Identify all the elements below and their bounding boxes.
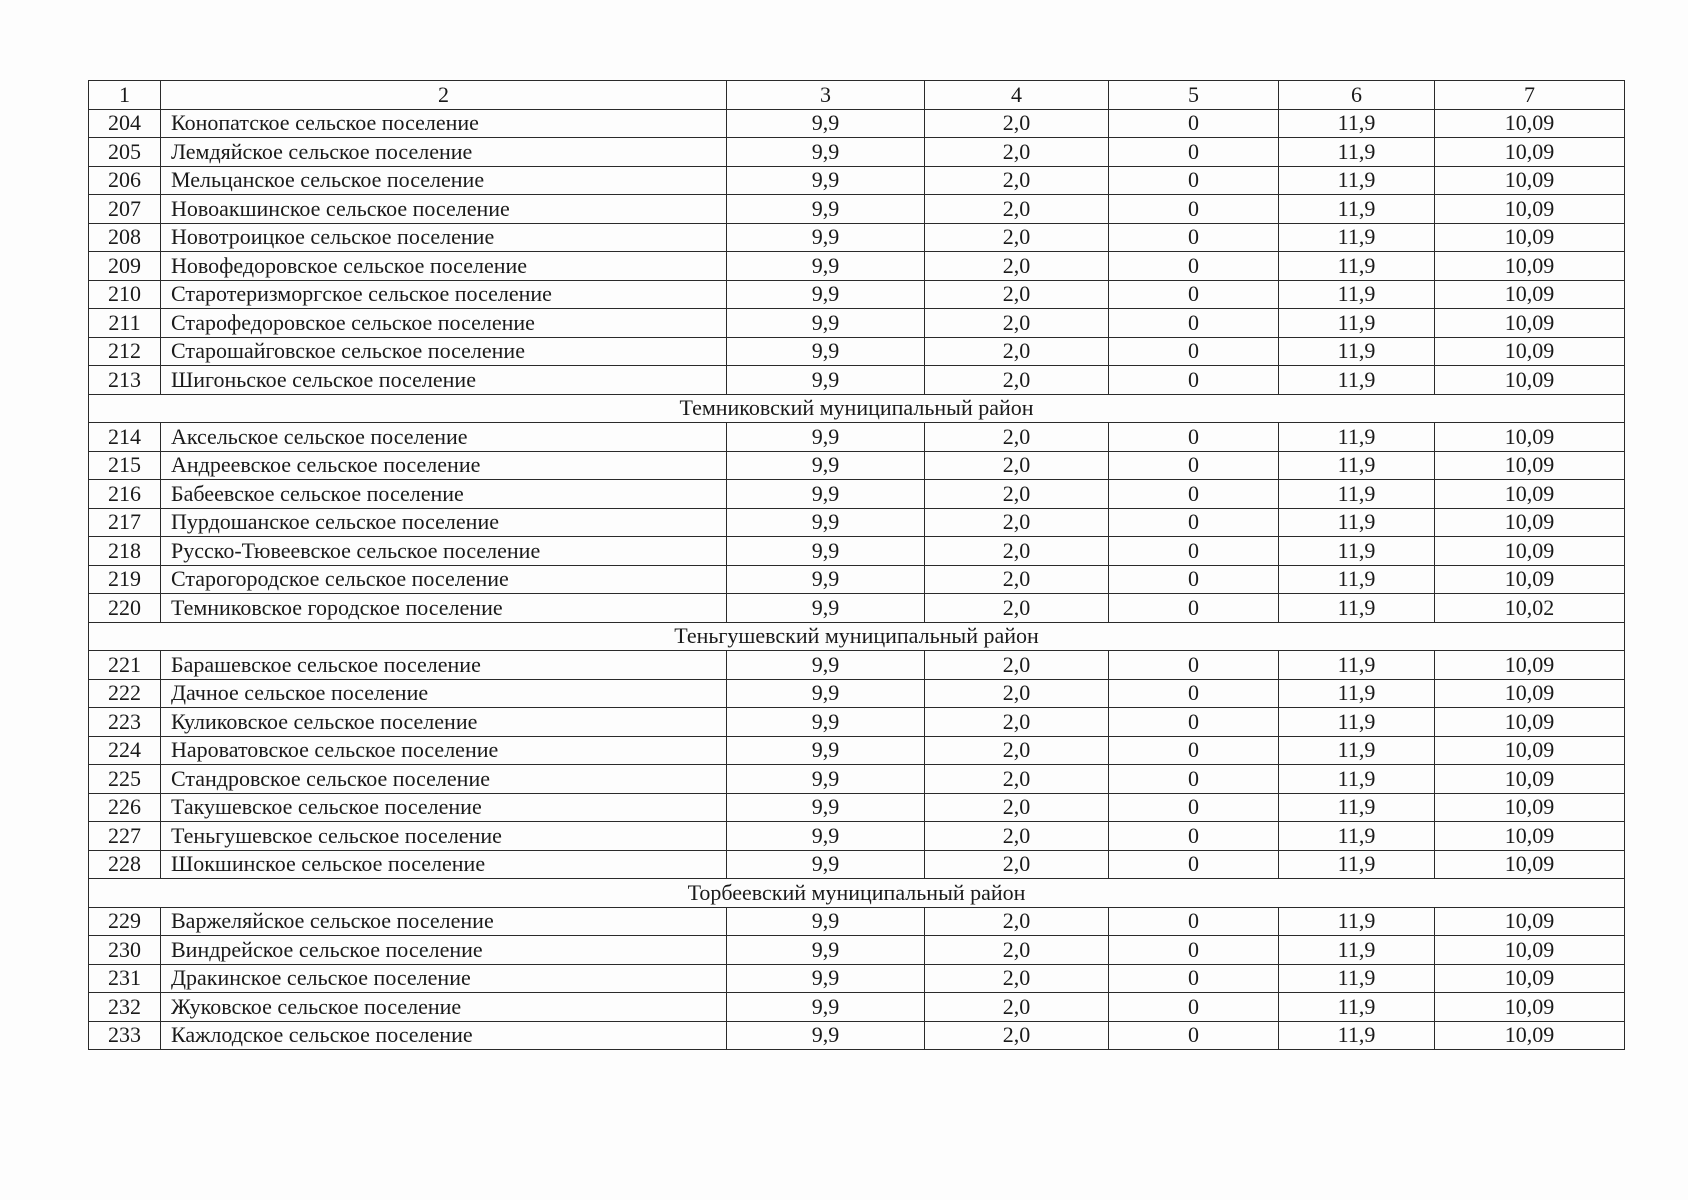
value-col-4: 2,0 [925, 822, 1109, 851]
value-col-7: 10,09 [1435, 907, 1625, 936]
value-col-5: 0 [1109, 936, 1279, 965]
row-number: 226 [89, 793, 161, 822]
row-number: 233 [89, 1021, 161, 1050]
value-col-5: 0 [1109, 280, 1279, 309]
settlement-name: Старошайговское сельское поселение [161, 337, 727, 366]
value-col-7: 10,09 [1435, 679, 1625, 708]
value-col-5: 0 [1109, 195, 1279, 224]
table-row [89, 565, 1625, 594]
value-col-6: 11,9 [1279, 907, 1435, 936]
value-col-4: 2,0 [925, 708, 1109, 737]
value-col-4: 2,0 [925, 907, 1109, 936]
row-number: 205 [89, 138, 161, 167]
row-number: 232 [89, 993, 161, 1022]
table-row [89, 936, 1625, 965]
value-col-3: 9,9 [727, 223, 925, 252]
value-col-3: 9,9 [727, 138, 925, 167]
value-col-7: 10,09 [1435, 109, 1625, 138]
row-number: 212 [89, 337, 161, 366]
settlement-name: Русско-Тювеевское сельское поселение [161, 537, 727, 566]
value-col-6: 11,9 [1279, 423, 1435, 452]
value-col-5: 0 [1109, 366, 1279, 395]
value-col-6: 11,9 [1279, 822, 1435, 851]
value-col-4: 2,0 [925, 936, 1109, 965]
value-col-4: 2,0 [925, 366, 1109, 395]
value-col-6: 11,9 [1279, 651, 1435, 680]
value-col-3: 9,9 [727, 309, 925, 338]
value-col-4: 2,0 [925, 280, 1109, 309]
value-col-6: 11,9 [1279, 1021, 1435, 1050]
value-col-6: 11,9 [1279, 195, 1435, 224]
value-col-7: 10,09 [1435, 280, 1625, 309]
value-col-4: 2,0 [925, 1021, 1109, 1050]
value-col-3: 9,9 [727, 993, 925, 1022]
value-col-5: 0 [1109, 166, 1279, 195]
row-number: 222 [89, 679, 161, 708]
value-col-5: 0 [1109, 1021, 1279, 1050]
row-number: 228 [89, 850, 161, 879]
table-row [89, 109, 1625, 138]
table-row [89, 451, 1625, 480]
row-number: 231 [89, 964, 161, 993]
table-row [89, 309, 1625, 338]
value-col-6: 11,9 [1279, 223, 1435, 252]
value-col-3: 9,9 [727, 850, 925, 879]
row-number: 230 [89, 936, 161, 965]
value-col-5: 0 [1109, 337, 1279, 366]
value-col-5: 0 [1109, 451, 1279, 480]
value-col-6: 11,9 [1279, 480, 1435, 509]
row-number: 210 [89, 280, 161, 309]
value-col-3: 9,9 [727, 565, 925, 594]
value-col-5: 0 [1109, 252, 1279, 281]
value-col-7: 10,09 [1435, 565, 1625, 594]
settlement-name: Старотеризморгское сельское поселение [161, 280, 727, 309]
value-col-4: 2,0 [925, 195, 1109, 224]
value-col-6: 11,9 [1279, 337, 1435, 366]
value-col-7: 10,09 [1435, 451, 1625, 480]
row-number: 215 [89, 451, 161, 480]
row-number: 217 [89, 508, 161, 537]
table-row [89, 651, 1625, 680]
value-col-6: 11,9 [1279, 366, 1435, 395]
value-col-3: 9,9 [727, 337, 925, 366]
value-col-5: 0 [1109, 993, 1279, 1022]
table-row [89, 1021, 1625, 1050]
value-col-5: 0 [1109, 309, 1279, 338]
value-col-6: 11,9 [1279, 936, 1435, 965]
value-col-3: 9,9 [727, 594, 925, 623]
value-col-4: 2,0 [925, 765, 1109, 794]
settlement-name: Аксельское сельское поселение [161, 423, 727, 452]
column-header-3: 3 [727, 81, 925, 110]
row-number: 223 [89, 708, 161, 737]
value-col-6: 11,9 [1279, 508, 1435, 537]
value-col-3: 9,9 [727, 964, 925, 993]
table-row [89, 907, 1625, 936]
value-col-3: 9,9 [727, 537, 925, 566]
row-number: 206 [89, 166, 161, 195]
settlement-name: Такушевское сельское поселение [161, 793, 727, 822]
value-col-6: 11,9 [1279, 964, 1435, 993]
value-col-4: 2,0 [925, 508, 1109, 537]
section-header-row [89, 622, 1625, 651]
table-row [89, 850, 1625, 879]
value-col-4: 2,0 [925, 223, 1109, 252]
settlement-name: Кажлодское сельское поселение [161, 1021, 727, 1050]
value-col-5: 0 [1109, 565, 1279, 594]
value-col-6: 11,9 [1279, 109, 1435, 138]
value-col-6: 11,9 [1279, 708, 1435, 737]
row-number: 211 [89, 309, 161, 338]
settlement-name: Теньгушевское сельское поселение [161, 822, 727, 851]
value-col-5: 0 [1109, 651, 1279, 680]
value-col-5: 0 [1109, 537, 1279, 566]
settlement-name: Андреевское сельское поселение [161, 451, 727, 480]
value-col-4: 2,0 [925, 565, 1109, 594]
value-col-7: 10,09 [1435, 651, 1625, 680]
value-col-5: 0 [1109, 480, 1279, 509]
value-col-3: 9,9 [727, 166, 925, 195]
table-row [89, 423, 1625, 452]
settlement-name: Лемдяйское сельское поселение [161, 138, 727, 167]
table-row [89, 537, 1625, 566]
value-col-7: 10,09 [1435, 793, 1625, 822]
row-number: 209 [89, 252, 161, 281]
value-col-6: 11,9 [1279, 451, 1435, 480]
value-col-4: 2,0 [925, 451, 1109, 480]
value-col-6: 11,9 [1279, 252, 1435, 281]
row-number: 213 [89, 366, 161, 395]
settlement-name: Дракинское сельское поселение [161, 964, 727, 993]
settlement-name: Куликовское сельское поселение [161, 708, 727, 737]
settlement-name: Конопатское сельское поселение [161, 109, 727, 138]
table-row [89, 736, 1625, 765]
value-col-7: 10,09 [1435, 822, 1625, 851]
value-col-3: 9,9 [727, 252, 925, 281]
value-col-5: 0 [1109, 508, 1279, 537]
value-col-3: 9,9 [727, 765, 925, 794]
settlement-name: Темниковское городское поселение [161, 594, 727, 623]
settlement-name: Шигоньское сельское поселение [161, 366, 727, 395]
value-col-5: 0 [1109, 765, 1279, 794]
row-number: 221 [89, 651, 161, 680]
value-col-7: 10,09 [1435, 936, 1625, 965]
value-col-3: 9,9 [727, 651, 925, 680]
table-row [89, 223, 1625, 252]
row-number: 207 [89, 195, 161, 224]
table-row [89, 765, 1625, 794]
row-number: 229 [89, 907, 161, 936]
row-number: 214 [89, 423, 161, 452]
value-col-3: 9,9 [727, 793, 925, 822]
table-row [89, 679, 1625, 708]
value-col-3: 9,9 [727, 936, 925, 965]
settlement-name: Стандровское сельское поселение [161, 765, 727, 794]
table-row [89, 366, 1625, 395]
value-col-5: 0 [1109, 736, 1279, 765]
value-col-4: 2,0 [925, 679, 1109, 708]
value-col-6: 11,9 [1279, 850, 1435, 879]
table-row [89, 166, 1625, 195]
settlement-name: Бабеевское сельское поселение [161, 480, 727, 509]
value-col-7: 10,09 [1435, 166, 1625, 195]
value-col-5: 0 [1109, 964, 1279, 993]
value-col-6: 11,9 [1279, 793, 1435, 822]
value-col-3: 9,9 [727, 736, 925, 765]
value-col-7: 10,09 [1435, 309, 1625, 338]
value-col-7: 10,09 [1435, 964, 1625, 993]
value-col-3: 9,9 [727, 109, 925, 138]
value-col-4: 2,0 [925, 964, 1109, 993]
row-number: 227 [89, 822, 161, 851]
value-col-5: 0 [1109, 138, 1279, 167]
value-col-7: 10,09 [1435, 138, 1625, 167]
row-number: 216 [89, 480, 161, 509]
settlement-name: Старофедоровское сельское поселение [161, 309, 727, 338]
value-col-4: 2,0 [925, 309, 1109, 338]
value-col-6: 11,9 [1279, 166, 1435, 195]
column-header-7: 7 [1435, 81, 1625, 110]
section-title: Торбеевский муниципальный район [89, 879, 1625, 908]
value-col-3: 9,9 [727, 366, 925, 395]
section-header-row [89, 879, 1625, 908]
value-col-7: 10,09 [1435, 223, 1625, 252]
row-number: 224 [89, 736, 161, 765]
value-col-5: 0 [1109, 223, 1279, 252]
row-number: 220 [89, 594, 161, 623]
table-row [89, 195, 1625, 224]
value-col-5: 0 [1109, 423, 1279, 452]
value-col-4: 2,0 [925, 423, 1109, 452]
column-header-6: 6 [1279, 81, 1435, 110]
value-col-3: 9,9 [727, 679, 925, 708]
value-col-4: 2,0 [925, 793, 1109, 822]
settlement-name: Новотроицкое сельское поселение [161, 223, 727, 252]
table-row [89, 480, 1625, 509]
value-col-7: 10,02 [1435, 594, 1625, 623]
column-header-2: 2 [161, 81, 727, 110]
section-header-row [89, 394, 1625, 423]
value-col-3: 9,9 [727, 451, 925, 480]
value-col-4: 2,0 [925, 594, 1109, 623]
value-col-3: 9,9 [727, 195, 925, 224]
value-col-6: 11,9 [1279, 138, 1435, 167]
settlement-name: Жуковское сельское поселение [161, 993, 727, 1022]
value-col-7: 10,09 [1435, 765, 1625, 794]
value-col-4: 2,0 [925, 252, 1109, 281]
settlement-name: Виндрейское сельское поселение [161, 936, 727, 965]
value-col-7: 10,09 [1435, 337, 1625, 366]
table-row [89, 337, 1625, 366]
value-col-3: 9,9 [727, 423, 925, 452]
row-number: 218 [89, 537, 161, 566]
value-col-6: 11,9 [1279, 679, 1435, 708]
value-col-7: 10,09 [1435, 252, 1625, 281]
table-row [89, 252, 1625, 281]
table-row [89, 138, 1625, 167]
table-body [89, 81, 1625, 1050]
value-col-5: 0 [1109, 793, 1279, 822]
value-col-7: 10,09 [1435, 480, 1625, 509]
value-col-5: 0 [1109, 109, 1279, 138]
value-col-4: 2,0 [925, 850, 1109, 879]
table-row [89, 508, 1625, 537]
table-row [89, 708, 1625, 737]
settlement-name: Дачное сельское поселение [161, 679, 727, 708]
value-col-4: 2,0 [925, 651, 1109, 680]
settlement-name: Пурдошанское сельское поселение [161, 508, 727, 537]
value-col-6: 11,9 [1279, 280, 1435, 309]
value-col-5: 0 [1109, 708, 1279, 737]
value-col-6: 11,9 [1279, 765, 1435, 794]
value-col-5: 0 [1109, 907, 1279, 936]
value-col-7: 10,09 [1435, 736, 1625, 765]
settlement-name: Нароватовское сельское поселение [161, 736, 727, 765]
value-col-3: 9,9 [727, 1021, 925, 1050]
value-col-3: 9,9 [727, 508, 925, 537]
table-row [89, 964, 1625, 993]
value-col-6: 11,9 [1279, 594, 1435, 623]
settlement-name: Старогородское сельское поселение [161, 565, 727, 594]
settlement-name: Шокшинское сельское поселение [161, 850, 727, 879]
table-header-row [89, 81, 1625, 110]
value-col-6: 11,9 [1279, 736, 1435, 765]
value-col-7: 10,09 [1435, 708, 1625, 737]
value-col-3: 9,9 [727, 822, 925, 851]
row-number: 204 [89, 109, 161, 138]
value-col-5: 0 [1109, 822, 1279, 851]
value-col-4: 2,0 [925, 993, 1109, 1022]
value-col-4: 2,0 [925, 480, 1109, 509]
value-col-7: 10,09 [1435, 508, 1625, 537]
value-col-6: 11,9 [1279, 565, 1435, 594]
value-col-5: 0 [1109, 679, 1279, 708]
settlement-name: Барашевское сельское поселение [161, 651, 727, 680]
table-row [89, 822, 1625, 851]
value-col-3: 9,9 [727, 907, 925, 936]
value-col-4: 2,0 [925, 166, 1109, 195]
section-title: Темниковский муниципальный район [89, 394, 1625, 423]
value-col-4: 2,0 [925, 537, 1109, 566]
row-number: 219 [89, 565, 161, 594]
settlement-name: Варжеляйское сельское поселение [161, 907, 727, 936]
value-col-4: 2,0 [925, 138, 1109, 167]
value-col-5: 0 [1109, 594, 1279, 623]
value-col-4: 2,0 [925, 109, 1109, 138]
settlement-name: Новоакшинское сельское поселение [161, 195, 727, 224]
value-col-5: 0 [1109, 850, 1279, 879]
column-header-4: 4 [925, 81, 1109, 110]
value-col-6: 11,9 [1279, 309, 1435, 338]
value-col-3: 9,9 [727, 708, 925, 737]
value-col-7: 10,09 [1435, 1021, 1625, 1050]
value-col-4: 2,0 [925, 736, 1109, 765]
value-col-7: 10,09 [1435, 195, 1625, 224]
table-row [89, 280, 1625, 309]
table-row [89, 993, 1625, 1022]
value-col-6: 11,9 [1279, 993, 1435, 1022]
value-col-4: 2,0 [925, 337, 1109, 366]
row-number: 225 [89, 765, 161, 794]
value-col-3: 9,9 [727, 480, 925, 509]
value-col-7: 10,09 [1435, 993, 1625, 1022]
value-col-7: 10,09 [1435, 423, 1625, 452]
value-col-7: 10,09 [1435, 850, 1625, 879]
settlement-name: Новофедоровское сельское поселение [161, 252, 727, 281]
data-table [88, 80, 1625, 1050]
row-number: 208 [89, 223, 161, 252]
value-col-6: 11,9 [1279, 537, 1435, 566]
column-header-1: 1 [89, 81, 161, 110]
value-col-7: 10,09 [1435, 537, 1625, 566]
table-row [89, 793, 1625, 822]
value-col-7: 10,09 [1435, 366, 1625, 395]
section-title: Теньгушевский муниципальный район [89, 622, 1625, 651]
value-col-3: 9,9 [727, 280, 925, 309]
settlement-name: Мельцанское сельское поселение [161, 166, 727, 195]
table-row [89, 594, 1625, 623]
column-header-5: 5 [1109, 81, 1279, 110]
